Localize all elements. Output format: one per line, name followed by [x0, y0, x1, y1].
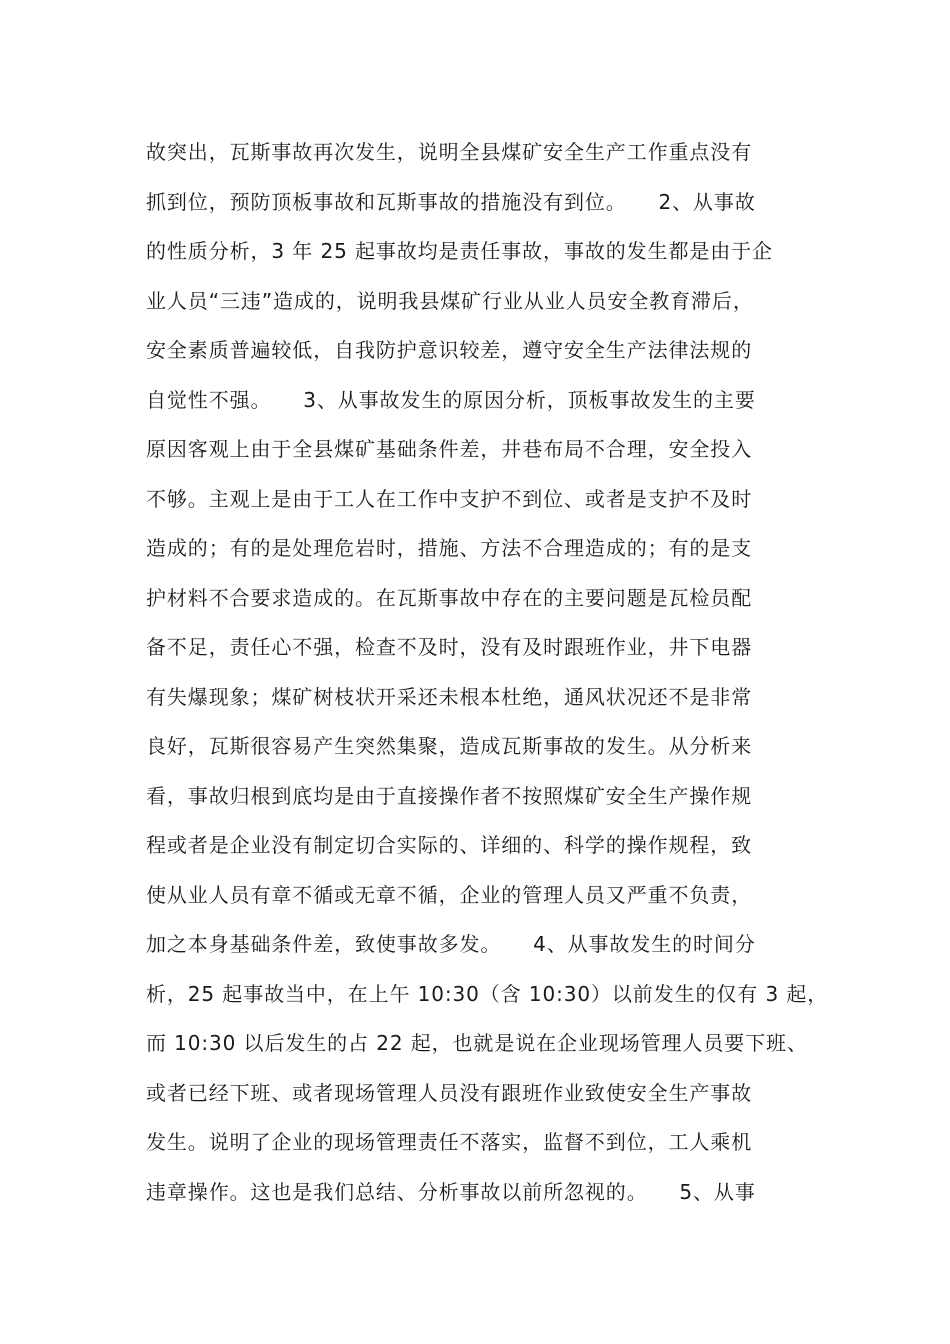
- text-line: 不够。主观上是由于工人在工作中支护不到位、或者是支护不及时: [146, 486, 753, 511]
- text-line: 的性质分析，3 年 25 起事故均是责任事故，事故的发生都是由于企: [146, 239, 773, 263]
- text-line: 自觉性不强。 3、从事故发生的原因分析，顶板事故发生的主要: [146, 387, 756, 412]
- text-line: 造成的；有的是处理危岩时，措施、方法不合理造成的；有的是支: [146, 536, 753, 560]
- text-line: 使从业人员有章不循或无章不循，企业的管理人员又严重不负责，: [146, 882, 753, 907]
- text-line: 故突出，瓦斯事故再次发生，说明全县煤矿安全生产工作重点没有: [146, 140, 753, 164]
- text-line: 业人员“三违”造成的，说明我县煤矿行业从业人员安全教育滞后，: [146, 288, 754, 313]
- text-line: 看，事故归根到底均是由于直接操作者不按照煤矿安全生产操作规: [146, 783, 753, 808]
- text-line: 违章操作。这也是我们总结、分析事故以前所忽视的。 5、从事: [146, 1179, 756, 1204]
- text-line: 加之本身基础条件差，致使事故多发。 4、从事故发生的时间分: [146, 932, 756, 956]
- text-line: 或者已经下班、或者现场管理人员没有跟班作业致使安全生产事故: [146, 1080, 753, 1105]
- text-line: 原因客观上由于全县煤矿基础条件差，井巷布局不合理，安全投入: [146, 437, 753, 461]
- text-line: 备不足，责任心不强，检查不及时，没有及时跟班作业，井下电器: [146, 635, 753, 659]
- body-text: [146, 128, 829, 1217]
- text-line: 而 10:30 以后发生的占 22 起，也就是说在企业现场管理人员要下班、: [146, 1031, 808, 1055]
- text-line: 护材料不合要求造成的。在瓦斯事故中存在的主要问题是瓦检员配: [146, 585, 753, 610]
- text-line: 发生。说明了企业的现场管理责任不落实，监督不到位，工人乘机: [146, 1130, 753, 1154]
- text-line: 安全素质普遍较低，自我防护意识较差，遵守安全生产法律法规的: [146, 338, 753, 362]
- text-line: 良好，瓦斯很容易产生突然集聚，造成瓦斯事故的发生。从分析来: [146, 734, 753, 758]
- text-line: 抓到位，预防顶板事故和瓦斯事故的措施没有到位。 2、从事故: [146, 189, 756, 214]
- text-line: 析，25 起事故当中，在上午 10:30（含 10:30）以前发生的仅有 3 起，: [146, 981, 829, 1006]
- text-line: 程或者是企业没有制定切合实际的、详细的、科学的操作规程，致: [146, 833, 753, 857]
- text-line: 有失爆现象；煤矿树枝状开采还未根本杜绝，通风状况还不是非常: [146, 684, 753, 709]
